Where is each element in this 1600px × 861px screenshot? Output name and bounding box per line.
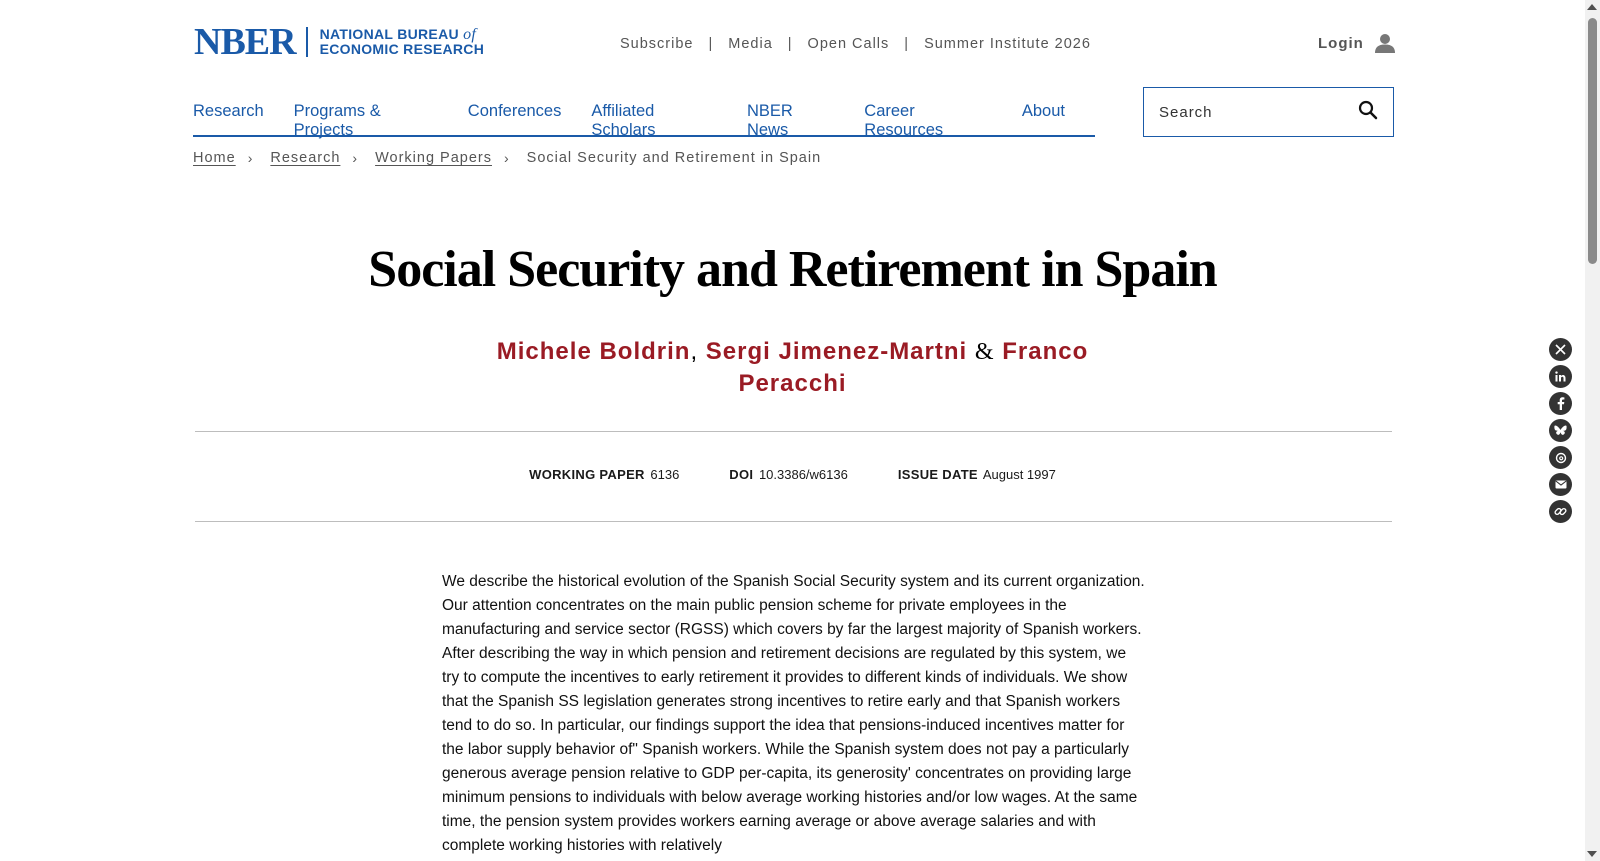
scroll-down-arrow-icon[interactable] [1587,851,1597,857]
login-button[interactable] [1318,32,1396,54]
scroll-up-arrow-icon[interactable] [1587,4,1597,10]
logo-line1: NATIONAL BUREAU [319,26,459,42]
nav-about[interactable]: About [1021,102,1065,120]
doi-label: DOI [729,467,754,482]
chevron-right-icon: › [352,150,359,166]
util-link-summer-institute[interactable]: Summer Institute 2026 [924,36,1091,52]
nav-research[interactable]: Research [193,102,264,120]
breadcrumb-working-papers[interactable]: Working Papers [375,150,492,166]
page-title: Social Security and Retirement in Spain [368,241,1217,298]
chevron-right-icon: › [247,150,254,166]
logo-mark: NBER [194,21,296,63]
breadcrumb-research[interactable]: Research [270,150,341,166]
author-list [490,336,1095,400]
logo-text [320,27,485,57]
util-link-subscribe[interactable]: Subscribe [620,36,694,52]
author-link[interactable]: Michele Boldrin [496,338,691,365]
divider [195,431,1392,432]
working-paper-label: WORKING PAPER [529,467,645,482]
email-icon[interactable] [1549,473,1572,496]
nber-logo[interactable] [194,22,484,62]
linkedin-icon[interactable] [1549,365,1572,388]
doi [729,467,848,482]
facebook-icon[interactable] [1549,392,1572,415]
user-icon [1374,32,1396,54]
scrollbar-thumb[interactable] [1588,18,1597,264]
issue-date-value: August 1997 [982,467,1056,482]
share-bar [1549,338,1572,523]
util-link-open-calls[interactable]: Open Calls [807,36,890,52]
util-separator: | [904,36,910,52]
logo-line1-italic: of [463,26,477,43]
logo-divider [306,27,308,57]
issue-date [898,467,1056,482]
author-separator: , [690,338,699,365]
util-separator: | [787,36,793,52]
x-icon[interactable] [1549,338,1572,361]
nav-programs-projects[interactable]: Programs & Projects [293,102,381,139]
nav-nber-news[interactable]: NBER News [746,102,793,139]
divider [195,521,1392,522]
nav-conferences[interactable]: Conferences [467,102,562,120]
breadcrumb [193,150,821,166]
search-icon[interactable] [1358,100,1378,125]
search-box [1143,87,1394,137]
page-scrollbar[interactable] [1585,0,1600,861]
issue-date-label: ISSUE DATE [897,467,978,482]
abstract-text: We describe the historical evolution of the Spanish Social Security system and its current organization. Our attention concentrates on the main public pension scheme for private employees in the manufacturing and service sector (RGSS) which covers by far the largest majority of Spanish workers. After describing the way in which pension and retirement decisions are regulated by this system, we try to compute the incentives to early retirement it provides to different kinds of individuals. We show that the Spanish SS legislation generates strong incentives to retire early and that Spanish workers tend to do so. In particular, our findings support the idea that pensions-induced incentives matter for the labor supply behavior of" Spanish workers. While the Spanish system does not pay a particularly generous average pension relative to GDP per-capita, its generosity' concentrates on providing large minimum pensions to individuals with below average working histories and/or low wages. At the same time, the pension system provides workers earning average or above average salaries and with complete working histories with relatively [442,573,1145,854]
main-nav [193,88,1095,137]
logo-line2: ECONOMIC RESEARCH [319,41,485,57]
breadcrumb-current: Social Security and Retirement in Spain [526,150,822,166]
login-label: Login [1318,34,1364,52]
author-link[interactable]: Sergi Jimenez-Martni [705,338,968,365]
util-link-media[interactable]: Media [728,36,773,52]
threads-icon[interactable] [1549,446,1572,469]
working-paper-number [529,467,679,482]
utility-nav [620,36,1091,52]
nav-career-resources[interactable]: Career Resources [864,102,944,139]
paper-metadata [0,467,1585,482]
nav-affiliated-scholars[interactable]: Affiliated Scholars [591,102,656,139]
author-link[interactable]: Franco Peracchi [738,338,1089,397]
doi-value: 10.3386/w6136 [758,467,848,482]
author-separator: & [974,339,995,365]
link-icon[interactable] [1549,500,1572,523]
bluesky-icon[interactable] [1549,419,1572,442]
working-paper-value: 6136 [650,467,680,482]
search-input[interactable] [1159,104,1358,121]
breadcrumb-home[interactable]: Home [193,150,236,166]
util-separator: | [708,36,714,52]
chevron-right-icon: › [503,150,510,166]
